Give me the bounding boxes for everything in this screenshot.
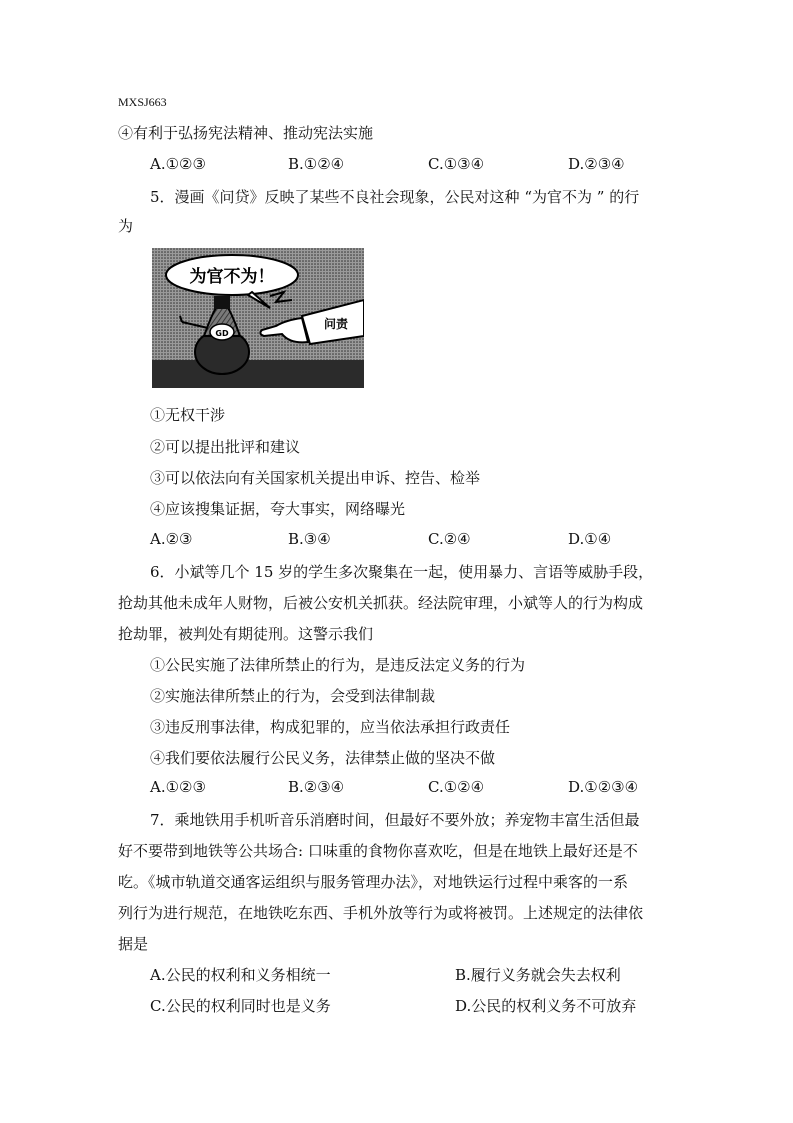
q5-stem-line-2: 为 — [118, 217, 134, 235]
q6-option-d: D.①②③④ — [568, 778, 639, 796]
q6-stem-line-2: 抢劫其他未成年人财物，后被公安机关抓获。经法院审理，小斌等人的行为构成 — [118, 594, 644, 612]
q5-item-3: ③可以依法向有关国家机关提出申诉、控告、检举 — [150, 469, 481, 487]
q7-stem-line-5: 据是 — [118, 935, 149, 953]
q5-stem-line-1: 5．漫画《问贷》反映了某些不良社会现象，公民对这种 “为官不为 ” 的行 — [150, 188, 640, 206]
q7-option-b: B.履行义务就会失去权利 — [455, 966, 621, 984]
q6-options — [150, 778, 650, 798]
q4-option-d: D.②③④ — [568, 155, 625, 173]
q4-option-c: C.①③④ — [428, 155, 485, 173]
q7-stem-line-1: 7．乘地铁用手机听音乐消磨时间，但最好不要外放；养宠物丰富生活但最 — [150, 811, 640, 829]
q6-option-c: C.①②④ — [428, 778, 485, 796]
q7-stem-line-3: 吃。《城市轨道交通客运组织与服务管理办法》，对地铁运行过程中乘客的一系 — [118, 873, 629, 891]
q7-options-row-1 — [150, 964, 670, 984]
q7-option-c: C.公民的权利同时也是义务 — [150, 997, 331, 1015]
q6-stem-line-3: 抢劫罪，被判处有期徒刑。这警示我们 — [118, 625, 374, 643]
q6-option-a: A.①②③ — [150, 778, 206, 796]
q4-options — [150, 155, 650, 175]
q5-item-1: ①无权干涉 — [150, 406, 226, 424]
sleeve-text: 问责 — [323, 317, 349, 331]
q6-stem-line-1: 6．小斌等几个 15 岁的学生多次聚集在一起，使用暴力、言语等威胁手段， — [150, 563, 654, 581]
q4-option-a: A.①②③ — [150, 155, 206, 173]
q7-option-d: D.公民的权利义务不可放弃 — [455, 997, 637, 1015]
q6-item-4: ④我们要依法履行公民义务，法律禁止做的坚决不做 — [150, 749, 496, 767]
q4-option-b: B.①②④ — [288, 155, 345, 173]
q7-stem-line-4: 列行为进行规范，在地铁吃东西、手机外放等行为或将被罚。上述规定的法律依 — [118, 904, 644, 922]
q5-option-c: C.②④ — [428, 530, 471, 548]
cartoon-image — [152, 248, 364, 388]
speech-bubble-text: 为官不为！ — [189, 267, 275, 287]
q6-item-3: ③违反刑事法律，构成犯罪的，应当依法承担行政责任 — [150, 718, 511, 736]
q5-options — [150, 530, 650, 550]
q5-item-2: ②可以提出批评和建议 — [150, 438, 301, 456]
document-code: MXSJ663 — [118, 95, 167, 109]
bottle-label-text: GD — [215, 329, 229, 338]
q6-item-2: ②实施法律所禁止的行为，会受到法律制裁 — [150, 687, 436, 705]
q7-options-row-2 — [150, 995, 670, 1015]
q5-option-d: D.①④ — [568, 530, 612, 548]
cartoon-ground — [152, 360, 364, 388]
q7-stem-line-2: 好不要带到地铁等公共场合: 口味重的食物你喜欢吃，但是在地铁上最好还是不 — [118, 842, 638, 860]
q6-item-1: ①公民实施了法律所禁止的行为，是违反法定义务的行为 — [150, 656, 526, 674]
q4-item-4: ④有利于弘扬宪法精神、推动宪法实施 — [118, 124, 374, 142]
q7-option-a: A.公民的权利和义务相统一 — [150, 966, 331, 984]
q5-option-b: B.③④ — [288, 530, 331, 548]
q5-item-4: ④应该搜集证据，夸大事实，网络曝光 — [150, 500, 406, 518]
bottle-cap — [214, 296, 230, 309]
q5-option-a: A.②③ — [150, 530, 193, 548]
q6-option-b: B.②③④ — [288, 778, 345, 796]
